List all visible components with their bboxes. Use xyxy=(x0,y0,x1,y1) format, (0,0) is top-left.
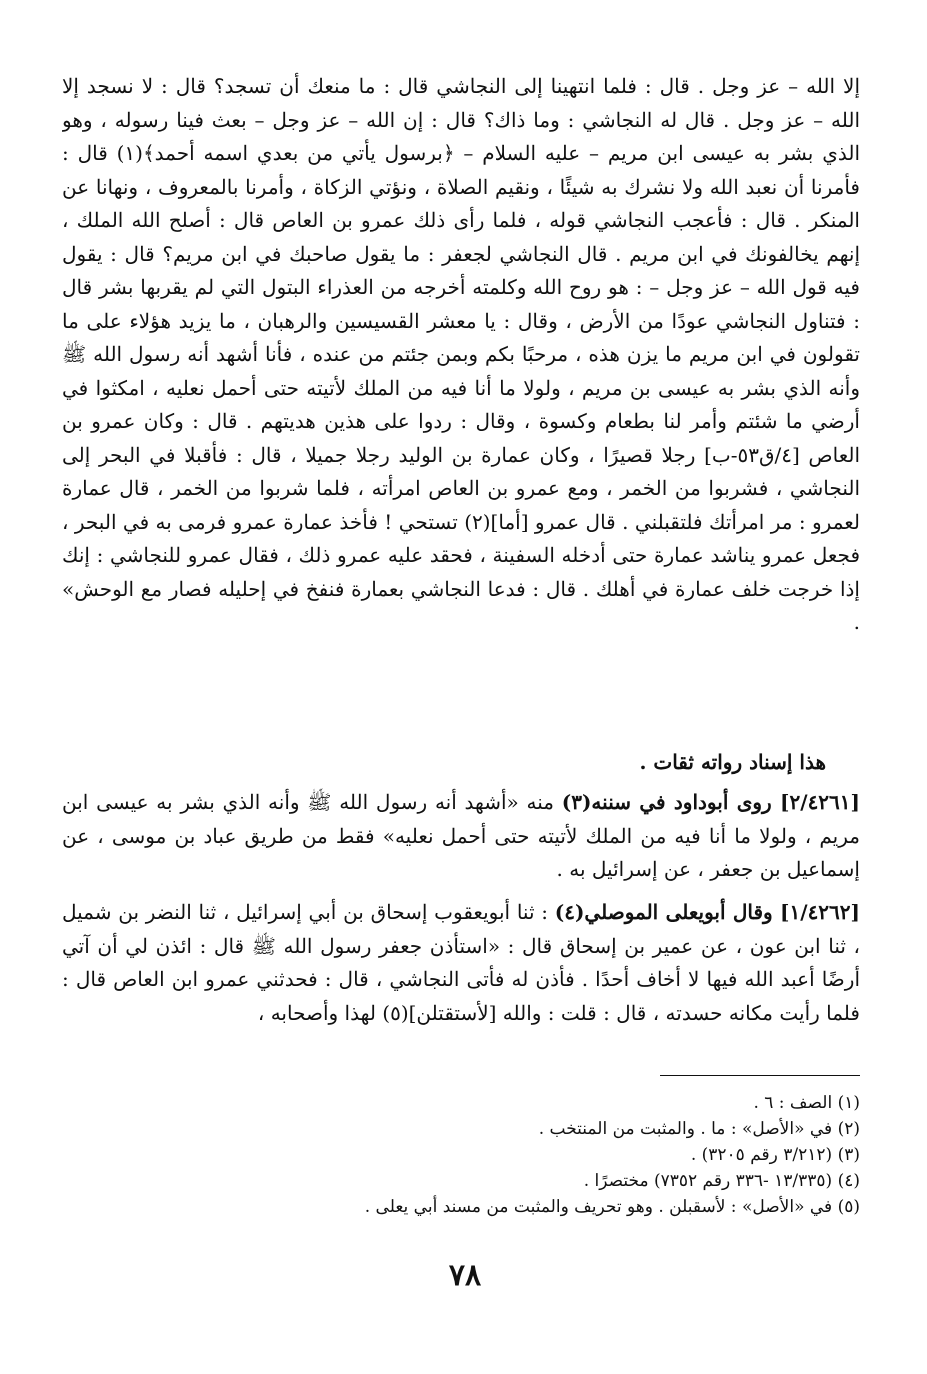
footnote-2: (٢) في «الأصل» : ما . والمثبت من المنتخب . xyxy=(538,1119,860,1139)
page-body xyxy=(62,70,860,1036)
footnote-5: (٥) في «الأصل» : لأسقبلن . وهو تحريف والمثبت من مسند أبي يعلى . xyxy=(364,1197,860,1217)
footnote-1: (١) الصف : ٦ . xyxy=(753,1093,860,1113)
footnotes xyxy=(300,1090,860,1220)
hadith-text-abu-yala: : ثنا أبويعقوب إسحاق بن أبي إسرائيل ، ثنا النضر بن شميل ، ثنا ابن عون ، عن عمير بن إسحاق قال : «استأذن جعفر رسول الله ﷺ قال : ائذن لي أن آتي أرضًا أعبد الله فيها لا أخاف أحدًا . فأذن له فأتى النجاشي ، قال : فحدثني عمرو ابن العاص قال : فلما رأيت مكانه حسدته ، قال : قلت : والله [لأستقتلن](٥) لهذا وأصحابه ، xyxy=(62,900,860,1025)
page-number: ٧٨ xyxy=(448,1258,482,1293)
hadith-reference-abu-dawud: [٢/٤٢٦١] روى أبوداود في سننه(٣) xyxy=(561,790,860,814)
footnote-separator xyxy=(660,1075,860,1076)
section-heading: هذا إسناد رواته ثقات . xyxy=(639,750,826,774)
hadith-text-abu-dawud: منه «أشهد أنه رسول الله ﷺ وأنه الذي بشر به عيسى ابن مريم ، ولولا ما أنا فيه من الملك لأتيته حتى أحمل نعليه» فقط من طريق عباد بن موسى ، عن إسماعيل بن جعفر ، عن إسرائيل به . xyxy=(62,790,860,881)
body-paragraph-abu-yala xyxy=(62,896,860,1036)
body-paragraph-main: إلا الله – عز وجل . قال : فلما انتهينا إلى النجاشي قال : ما منعك أن تسجد؟ قال : لا نسجد إلا الله – عز وجل . قال له النجاشي : وما ذاك؟ قال : إن الله – عز وجل – بعث فينا رسوله ، وهو الذي بشر به عيسى ابن مريم – عليه السلام – ﴿برسول يأتي من بعدي اسمه أحمد﴾(١) قال : فأمرنا أن نعبد الله ولا نشرك به شيئًا ، ونقيم الصلاة ، ونؤتي الزكاة ، وأمرنا بالمعروف ، ونهانا عن المنكر . قال : فأعجب النجاشي قوله ، فلما رأى ذلك عمرو بن العاص قال : أصلح الله الملك ، إنهم يخالفونك في ابن مريم . قال النجاشي لجعفر : ما يقول صاحبك في ابن مريم؟ قال : يقول فيه قول الله – عز وجل – : هو روح الله وكلمته أخرجه من العذراء البتول التي لم يقربها بشر قال : فتناول النجاشي عودًا من الأرض ، وقال : يا معشر القسيسين والرهبان ، ما يزيد هؤلاء على ما تقولون في ابن مريم ما يزن هذه ، مرحبًا بكم وبمن جئتم من عنده ، فأنا أشهد أنه رسول الله ﷺ وأنه الذي بشر به عيسى بن مريم ، ولولا ما أنا فيه من الملك لأتيته حتى أحمل نعليه ، امكثوا في أرضي ما شئتم وأمر لنا بطعام وكسوة ، وقال : ردوا على هذين هديتهم . قال : وكان عمرو بن العاص [٤/ق٥٣-ب] رجلا قصيرًا ، وكان عمارة بن الوليد رجلا جميلا ، قال : فأقبلا في البحر إلى النجاشي ، فشربوا من الخمر ، ومع عمرو بن العاص امرأته ، فلما شربوا من الخمر ، قال عمارة لعمرو : مر امرأتك فلتقبلني . قال عمرو [أما](٢) تستحي ! فأخذ عمارة عمرو فرمى به في البحر ، فجعل عمرو يناشد عمارة حتى أدخله السفينة ، فحقد عليه عمرو ذلك ، فقال عمرو للنجاشي : إنك إذا خرجت خلف عمارة في أهلك . قال : فدعا النجاشي بعمارة فنفخ في إحليله فصار مع الوحش» . xyxy=(62,74,860,634)
body-paragraph-abu-dawud xyxy=(62,786,860,891)
footnote-4: (٤) (١٣/٣٣٥ -٣٣٦ رقم ٧٣٥٢) مختصرًا . xyxy=(583,1171,860,1191)
hadith-reference-abu-yala: [١/٤٢٦٢] وقال أبويعلى الموصلي(٤) xyxy=(554,900,860,924)
footnote-3: (٣) (٣/٢١٢ رقم ٣٢٠٥) . xyxy=(690,1145,860,1165)
